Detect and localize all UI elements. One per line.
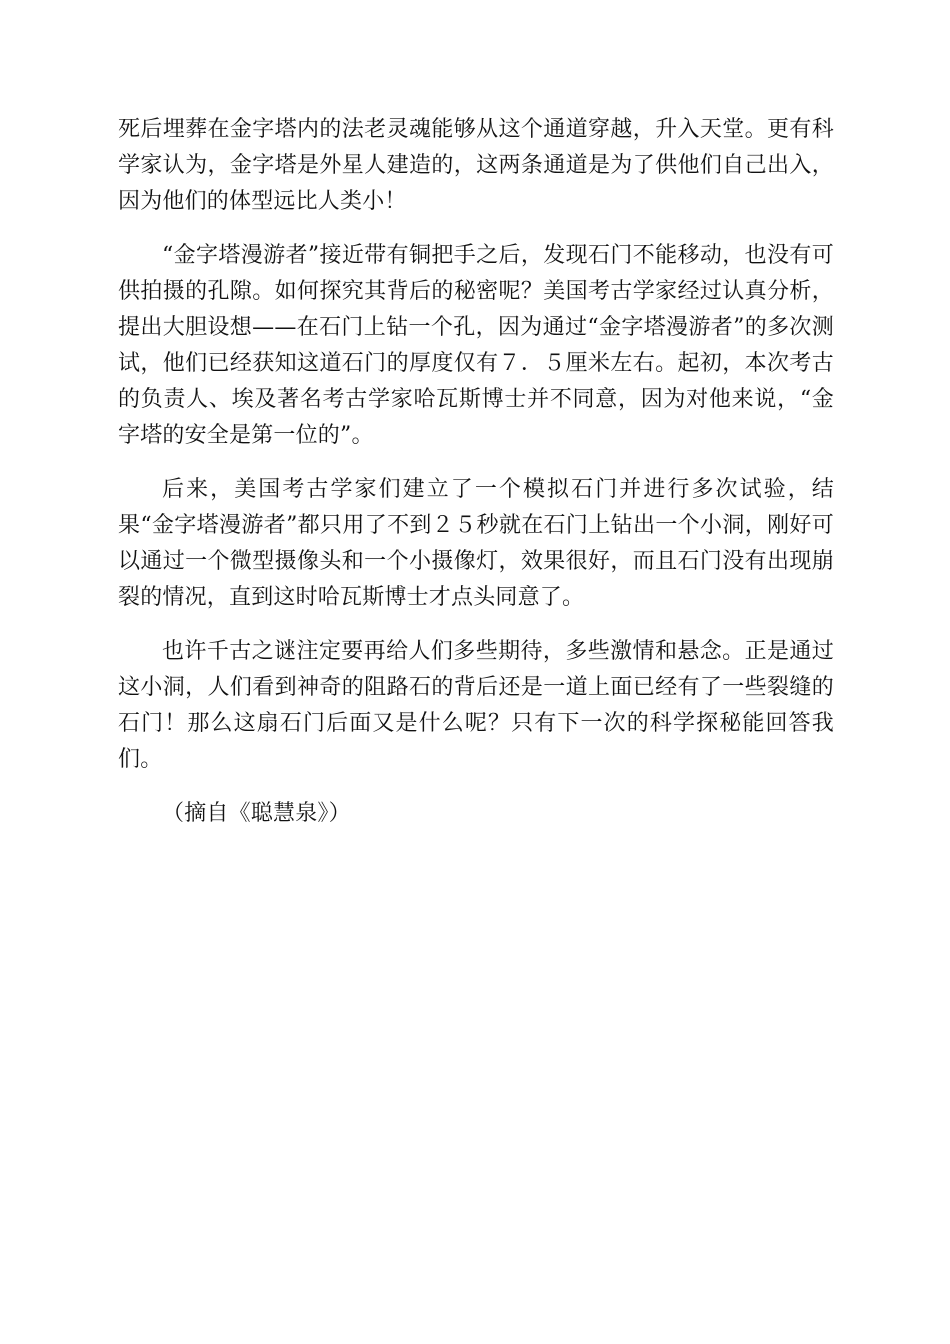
paragraph-4: 也许千古之谜注定要再给人们多些期待，多些激情和悬念。正是通过这小洞，人们看到神奇的阻路石的背后还是一道上面已经有了一些裂缝的石门！那么这扇石门后面又是什么呢？只有下一次的科学探秘能回答我们。 (118, 639, 834, 772)
paragraph-2: “金字塔漫游者”接近带有铜把手之后，发现石门不能移动，也没有可供拍摄的孔隙。如何探究其背后的秘密呢？美国考古学家经过认真分析，提出大胆设想——在石门上钻一个孔，因为通过“金字塔漫游者”的多次测试，他们已经获知这道石门的厚度仅有７．５厘米左右。起初，本次考古的负责人、埃及著名考古学家哈瓦斯博士并不同意，因为对他来说，“金字塔的安全是第一位的”。 (118, 243, 834, 448)
source-citation: （摘自《聪慧泉》） (162, 801, 351, 826)
paragraph-1: 死后埋葬在金字塔内的法老灵魂能够从这个通道穿越，升入天堂。更有科学家认为，金字塔是外星人建造的，这两条通道是为了供他们自己出入，因为他们的体型远比人类小！ (118, 117, 834, 214)
paragraph-3: 后来，美国考古学家们建立了一个模拟石门并进行多次试验，结果“金字塔漫游者”都只用了不到２５秒就在石门上钻出一个小洞，刚好可以通过一个微型摄像头和一个小摄像灯，效果很好，而且石门没有出现崩裂的情况，直到这时哈瓦斯博士才点头同意了。 (118, 477, 834, 610)
article-body (118, 112, 834, 832)
